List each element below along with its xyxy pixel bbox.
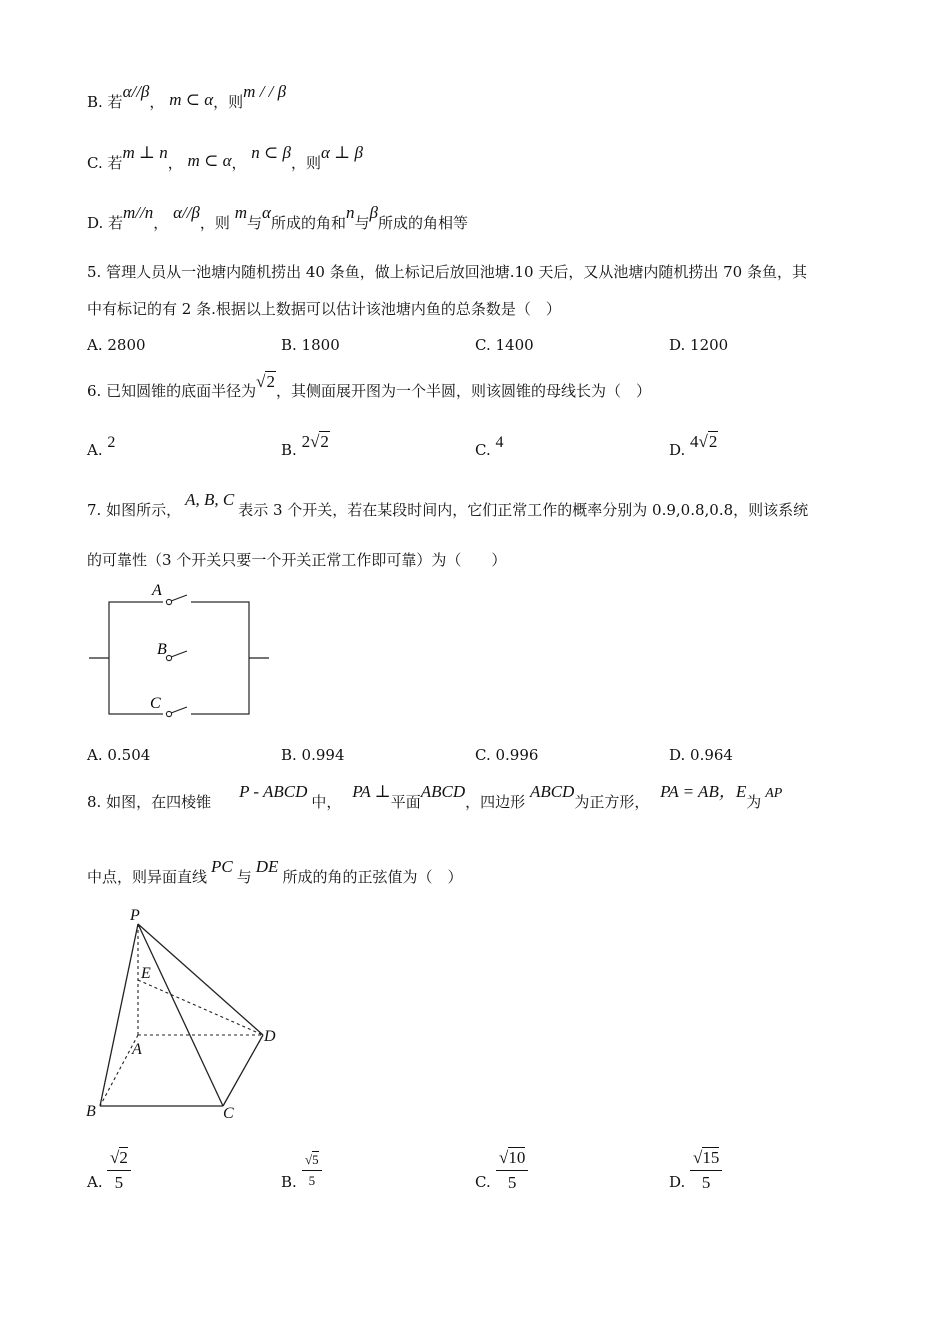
- math-4sqrt2: 4√2: [690, 432, 718, 451]
- q4-option-b: B. 若α//β， m ⊂ α，则m / / β: [87, 82, 287, 111]
- vertex-d-label: D: [264, 1028, 276, 1045]
- q8-stem-line2: 中点，则异面直线PC与DE所成的角的正弦值为（ ）: [87, 857, 463, 886]
- math-ap: AP: [765, 786, 783, 801]
- math-de: DE: [255, 857, 279, 876]
- math-pa-eq-ab: PA = AB，E: [660, 782, 747, 801]
- q7-stem-line1: 7. 如图所示，A, B, C表示 3 个开关，若在某段时间内，它们正常工作的概率分别为 0.9,0.8,0.8，则该系统: [87, 490, 809, 519]
- math-alpha-parallel-beta: α//β: [173, 203, 200, 222]
- q5-option-d: D. 1200: [669, 336, 729, 354]
- q6-option-a: A. 2: [87, 434, 116, 459]
- math-alpha-parallel-beta: α//β: [122, 82, 150, 101]
- point-e-label: E: [141, 965, 151, 982]
- math-m-perp-n: m ⊥ n: [122, 143, 168, 162]
- q5-option-b: B. 1800: [281, 336, 340, 354]
- q5-stem-line1: 5. 管理人员从一池塘内随机捞出 40 条鱼，做上标记后放回池塘.10 天后，又从池塘内随机捞出 70 条鱼，其: [87, 263, 807, 281]
- math-pa-perp: PA ⊥: [352, 782, 391, 801]
- vertex-b-label: B: [86, 1103, 96, 1120]
- q5-option-c: C. 1400: [475, 336, 534, 354]
- math-p-abcd: P - ABCD: [239, 782, 308, 801]
- switch-b-label: B: [157, 641, 167, 658]
- q8-option-b-label: B.: [281, 1173, 297, 1191]
- switch-a: [151, 582, 191, 609]
- q5-option-a: A. 2800: [87, 336, 146, 354]
- segment-de-hidden: [138, 980, 263, 1035]
- math-abc: A, B, C: [185, 490, 235, 509]
- edge-cd: [223, 1035, 263, 1106]
- math-2sqrt2: 2√2: [301, 432, 329, 451]
- circuit-diagram: [85, 575, 275, 723]
- edge-pd: [138, 924, 263, 1035]
- math-m-subset-alpha: m ⊂ α: [187, 151, 232, 170]
- q8-option-a-fraction: $\frac{√2}{5}$: [107, 1148, 131, 1193]
- q7-option-c: C. 0.996: [475, 746, 539, 764]
- vertex-a-label: A: [132, 1041, 142, 1058]
- q7-option-d: D. 0.964: [669, 746, 733, 764]
- math-m-parallel-n: m//n: [123, 203, 154, 222]
- switch-a-label: A: [152, 582, 162, 599]
- edge-pb: [100, 924, 138, 1106]
- q8-option-c-label: C.: [475, 1173, 491, 1191]
- pyramid-diagram: [80, 900, 290, 1130]
- math-m-subset-alpha: m ⊂ α: [169, 90, 214, 109]
- switch-c-label: C: [150, 695, 161, 712]
- q8-option-c-fraction: $\frac{√10}{5}$: [496, 1148, 528, 1193]
- math-beta: β: [369, 203, 378, 222]
- q7-stem-line2: 的可靠性（3 个开关只要一个开关正常工作即可靠）为（ ）: [87, 551, 507, 569]
- q8-option-d-label: D.: [669, 1173, 686, 1191]
- math-alpha-perp-beta: α ⊥ β: [321, 143, 363, 162]
- q6-stem: 6. 已知圆锥的底面半径为√2，其侧面展开图为一个半圆，则该圆锥的母线长为（ ）: [87, 372, 651, 400]
- switch-b: [157, 641, 191, 665]
- vertex-c-label: C: [223, 1105, 234, 1122]
- math-abcd-square: ABCD: [529, 782, 575, 801]
- q4-option-c: C. 若m ⊥ n， m ⊂ α， n ⊂ β，则α ⊥ β: [87, 143, 363, 172]
- math-abcd: ABCD: [420, 782, 466, 801]
- q6-option-c: C. 4: [475, 434, 504, 459]
- edge-pc: [138, 924, 223, 1106]
- q4-option-d: D. 若m//n， α//β，则 m与α所成的角和n与β所成的角相等: [87, 203, 468, 232]
- math-sqrt-2: √2: [256, 372, 275, 391]
- q7-option-a: A. 0.504: [87, 746, 151, 764]
- vertex-p-label: P: [130, 907, 140, 924]
- math-m: m: [234, 203, 247, 222]
- q5-stem-line2: 中有标记的有 2 条.根据以上数据可以估计该池塘内鱼的总条数是（ ）: [87, 300, 561, 318]
- q7-option-b: B. 0.994: [281, 746, 345, 764]
- math-alpha: α: [262, 203, 271, 222]
- math-m-parallel-beta: m / / β: [243, 82, 287, 101]
- math-n-subset-beta: n ⊂ β: [251, 143, 292, 162]
- math-n: n: [345, 203, 355, 222]
- q8-option-a-label: A.: [87, 1173, 103, 1191]
- q8-option-d-fraction: $\frac{√15}{5}$: [690, 1148, 722, 1193]
- q8-stem-line1: 8. 如图，在四棱锥P - ABCD中， PA ⊥平面ABCD，四边形 ABCD为正方形， PA = AB，E为 AP: [87, 782, 783, 811]
- switch-c: [150, 695, 191, 721]
- q6-option-b: B. 2√2: [281, 432, 329, 459]
- q8-option-b-fraction: $\frac{√5}{5}$: [302, 1152, 322, 1189]
- math-pc: PC: [211, 857, 233, 876]
- q6-option-d: D. 4√2: [669, 432, 718, 459]
